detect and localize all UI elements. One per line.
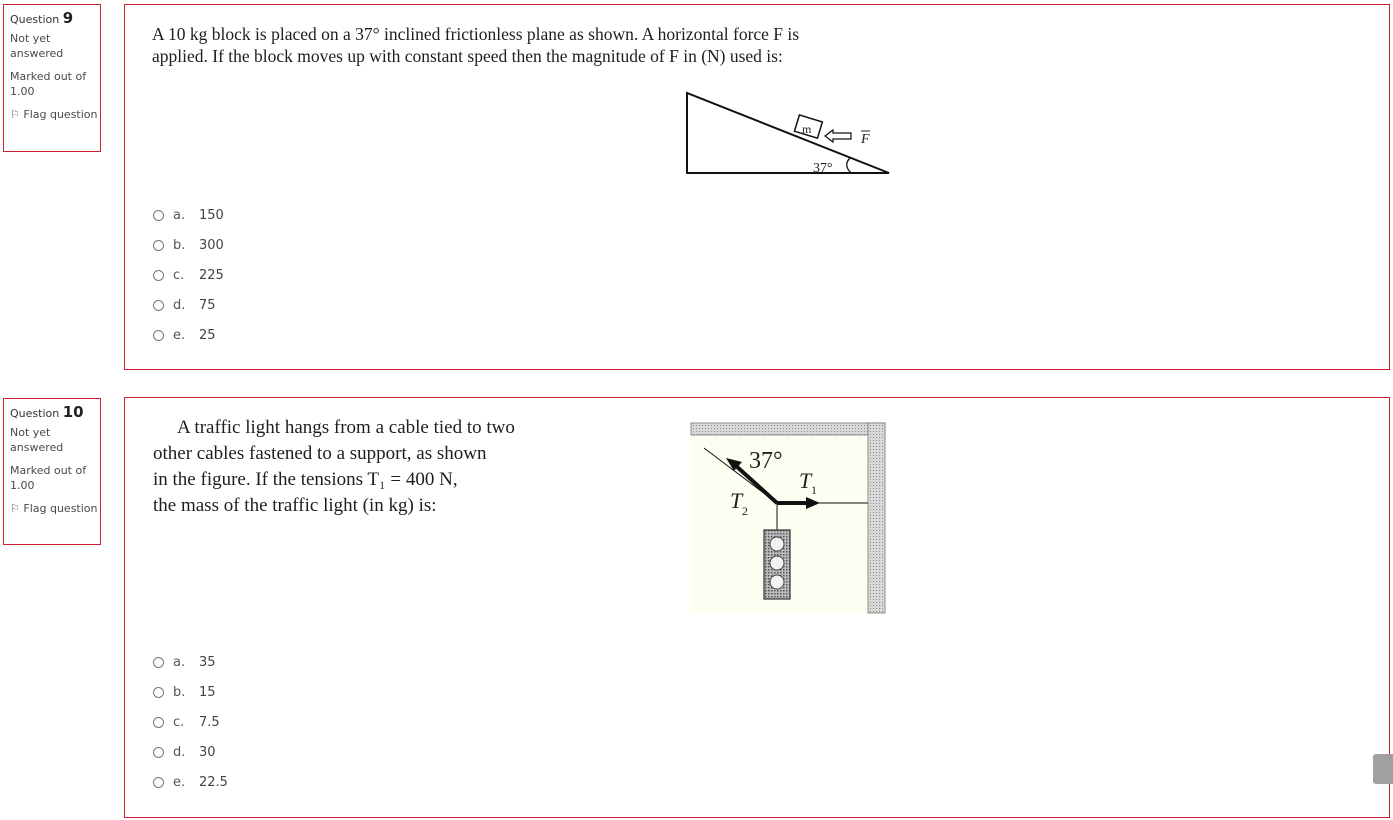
answer-option-a[interactable] — [153, 647, 228, 677]
question-number — [10, 11, 100, 27]
incline-figure — [681, 85, 901, 185]
flag-question-label: Flag question — [23, 108, 98, 121]
block-label: m — [802, 122, 812, 136]
radio-button[interactable] — [153, 210, 164, 221]
t2-subscript: 2 — [742, 504, 748, 518]
question-number — [10, 405, 100, 421]
answer-option-d[interactable] — [153, 290, 224, 320]
answer-options — [153, 647, 228, 797]
answer-option-e[interactable] — [153, 767, 228, 797]
option-letter: c. — [173, 267, 185, 283]
wall-support — [868, 423, 885, 613]
question-text-line-4: the mass of the traffic light (in kg) is: — [153, 495, 437, 516]
option-value: 35 — [199, 654, 216, 670]
question-text — [153, 415, 593, 519]
question-label: Question — [10, 407, 60, 420]
question-info-10 — [3, 398, 101, 545]
answer-option-b[interactable] — [153, 677, 228, 707]
radio-button[interactable] — [153, 687, 164, 698]
force-label: F — [861, 132, 870, 147]
answer-option-c[interactable] — [153, 707, 228, 737]
radio-button[interactable] — [153, 657, 164, 668]
incline-plane — [687, 93, 889, 173]
question-text-line-3: in the figure. If the tensions T₁ = 400 N, — [153, 469, 458, 490]
question-grade: Marked out of 1.00 — [10, 70, 87, 98]
option-value: 30 — [199, 744, 216, 760]
option-letter: d. — [173, 297, 186, 313]
question-grade: Marked out of 1.00 — [10, 464, 87, 492]
question-content-9 — [124, 4, 1390, 370]
flag-question-label: Flag question — [23, 502, 98, 515]
answer-option-e[interactable] — [153, 320, 224, 350]
question-number-value: 10 — [62, 403, 84, 421]
option-letter: b. — [173, 684, 186, 700]
question-text-line-1: A traffic light hangs from a cable tied to two — [177, 417, 515, 438]
scroll-to-top-button[interactable] — [1373, 754, 1393, 784]
flag-question-link[interactable] — [10, 107, 100, 122]
option-value: 150 — [199, 207, 224, 223]
option-letter: e. — [173, 774, 186, 790]
radio-button[interactable] — [153, 300, 164, 311]
option-value: 25 — [199, 327, 216, 343]
option-letter: e. — [173, 327, 186, 343]
flag-icon: ⚐ — [10, 108, 20, 121]
t2-label: T — [730, 488, 743, 513]
radio-button[interactable] — [153, 270, 164, 281]
t1-subscript: 1 — [811, 483, 817, 497]
radio-button[interactable] — [153, 330, 164, 341]
option-value: 225 — [199, 267, 224, 283]
question-info-9 — [3, 4, 101, 152]
option-value: 22.5 — [199, 774, 228, 790]
traffic-light-icon — [764, 530, 790, 599]
question-text-line-1: A 10 kg block is placed on a 37° inclined frictionless plane as shown. A horizontal force F is — [152, 24, 800, 44]
question-content-10 — [124, 397, 1390, 818]
radio-button[interactable] — [153, 777, 164, 788]
flag-icon: ⚐ — [10, 502, 20, 515]
force-arrow — [825, 130, 851, 142]
angle-label: 37° — [749, 448, 783, 474]
flag-question-link[interactable] — [10, 501, 100, 516]
option-value: 300 — [199, 237, 224, 253]
radio-button[interactable] — [153, 240, 164, 251]
answer-option-c[interactable] — [153, 260, 224, 290]
option-letter: c. — [173, 714, 185, 730]
t1-label: T — [799, 468, 812, 493]
option-letter: a. — [173, 654, 186, 670]
option-value: 15 — [199, 684, 216, 700]
answer-option-a[interactable] — [153, 200, 224, 230]
question-text-line-2: other cables fastened to a support, as shown — [153, 443, 487, 464]
ceiling-support — [691, 423, 885, 435]
question-label: Question — [10, 13, 60, 26]
question-text — [152, 23, 912, 67]
option-value: 7.5 — [199, 714, 220, 730]
question-number-value: 9 — [62, 9, 74, 27]
option-letter: a. — [173, 207, 186, 223]
question-state: Not yet answered — [10, 426, 64, 454]
question-state: Not yet answered — [10, 32, 64, 60]
angle-label: 37° — [813, 161, 833, 176]
option-letter: b. — [173, 237, 186, 253]
option-letter: d. — [173, 744, 186, 760]
traffic-light-figure — [690, 422, 890, 616]
answer-options — [153, 200, 224, 350]
answer-option-d[interactable] — [153, 737, 228, 767]
answer-option-b[interactable] — [153, 230, 224, 260]
radio-button[interactable] — [153, 747, 164, 758]
question-text-line-2: applied. If the block moves up with constant speed then the magnitude of F in (N) used is: — [152, 46, 783, 66]
radio-button[interactable] — [153, 717, 164, 728]
option-value: 75 — [199, 297, 216, 313]
